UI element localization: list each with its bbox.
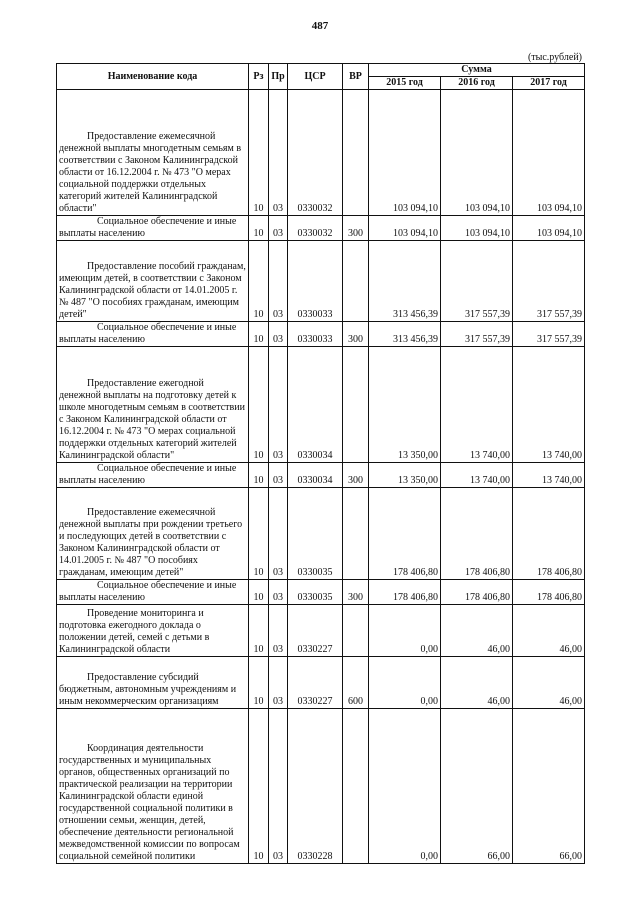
row-2015: 13 350,00 [369,347,441,463]
table-row [57,90,585,216]
row-name: Предоставление ежегодной денежной выплаты на подготовку детей к школе многодетным семьям в соответствии с Законом Калининградской области от 16.12.2004 г. № 473 "О мерах социальной поддержки отдельных категорий жителей Калининградской области" [57,347,249,463]
row-rz: 10 [249,216,269,241]
row-2016: 103 094,10 [441,216,513,241]
row-2016: 317 557,39 [441,322,513,347]
row-2016: 13 740,00 [441,463,513,488]
row-2015: 103 094,10 [369,90,441,216]
row-2017: 178 406,80 [513,488,585,580]
row-2016: 13 740,00 [441,347,513,463]
row-csr: 0330035 [288,488,343,580]
row-csr: 0330033 [288,322,343,347]
page-number: 487 [311,20,329,32]
row-2016: 103 094,10 [441,90,513,216]
row-2015: 13 350,00 [369,463,441,488]
row-vr [343,709,369,864]
table-row [57,322,585,347]
header-2015: 2015 год [369,77,441,90]
row-2017: 46,00 [513,605,585,657]
row-name: Социальное обеспечение и иные выплаты населению [57,580,249,605]
table-row [57,488,585,580]
row-csr: 0330032 [288,216,343,241]
row-name: Предоставление пособий гражданам, имеющим детей, в соответствии с Законом Калининградской области от 14.01.2005 г. № 487 "О пособиях гражданам, имеющим детей" [57,241,249,322]
row-csr: 0330032 [288,90,343,216]
row-name: Координация деятельности государственных и муниципальных органов, общественных организаций по практической реализации на территории Калининградской области единой государственной социальной политики в отношении семьи, женщин, детей, обеспечение деятельности региональной межведомственной комиссии по вопросам социальной семейной политики [57,709,249,864]
row-pr: 03 [269,657,288,709]
row-csr: 0330228 [288,709,343,864]
row-rz: 10 [249,347,269,463]
row-vr [343,605,369,657]
row-vr: 300 [343,580,369,605]
table-row [57,347,585,463]
row-2017: 66,00 [513,709,585,864]
table-row [57,241,585,322]
table-row [57,657,585,709]
row-pr: 03 [269,322,288,347]
row-2017: 317 557,39 [513,322,585,347]
row-pr: 03 [269,90,288,216]
row-rz: 10 [249,90,269,216]
row-rz: 10 [249,488,269,580]
row-2016: 317 557,39 [441,241,513,322]
row-rz: 10 [249,463,269,488]
row-pr: 03 [269,216,288,241]
header-sum: Сумма [369,64,585,77]
row-pr: 03 [269,347,288,463]
table-row [57,463,585,488]
row-vr [343,90,369,216]
row-name: Социальное обеспечение и иные выплаты населению [57,463,249,488]
row-vr [343,347,369,463]
row-2016: 46,00 [441,605,513,657]
header-2017: 2017 год [513,77,585,90]
row-pr: 03 [269,463,288,488]
row-vr: 300 [343,463,369,488]
header-row [57,64,585,77]
row-2017: 178 406,80 [513,580,585,605]
row-vr [343,488,369,580]
row-rz: 10 [249,580,269,605]
row-vr [343,241,369,322]
row-csr: 0330035 [288,580,343,605]
row-2015: 313 456,39 [369,322,441,347]
header-pr: Пр [269,64,288,90]
row-pr: 03 [269,241,288,322]
row-vr: 600 [343,657,369,709]
row-rz: 10 [249,657,269,709]
row-csr: 0330033 [288,241,343,322]
row-vr: 300 [343,322,369,347]
row-rz: 10 [249,605,269,657]
header-name: Наименование кода [57,64,249,90]
header-csr: ЦСР [288,64,343,90]
row-vr: 300 [343,216,369,241]
row-pr: 03 [269,488,288,580]
table-row [57,605,585,657]
row-pr: 03 [269,580,288,605]
row-csr: 0330227 [288,657,343,709]
row-name: Социальное обеспечение и иные выплаты населению [57,322,249,347]
row-2017: 13 740,00 [513,463,585,488]
row-rz: 10 [249,241,269,322]
header-vr: ВР [343,64,369,90]
row-2017: 103 094,10 [513,90,585,216]
row-name: Проведение мониторинга и подготовка ежегодного доклада о положении детей, семей с детьми в Калининградской области [57,605,249,657]
row-2015: 178 406,80 [369,580,441,605]
row-2015: 178 406,80 [369,488,441,580]
row-2016: 178 406,80 [441,488,513,580]
row-2017: 103 094,10 [513,216,585,241]
row-2015: 103 094,10 [369,216,441,241]
row-2016: 178 406,80 [441,580,513,605]
table-row [57,580,585,605]
header-rz: Рз [249,64,269,90]
budget-table [56,63,585,864]
row-2015: 0,00 [369,657,441,709]
row-2015: 0,00 [369,709,441,864]
row-2017: 317 557,39 [513,241,585,322]
row-csr: 0330227 [288,605,343,657]
unit-label: (тыс.рублей) [527,52,582,63]
row-2016: 66,00 [441,709,513,864]
row-2015: 313 456,39 [369,241,441,322]
row-name: Предоставление ежемесячной денежной выплаты многодетным семьям в соответствии с Законом Калининградской области от 16.12.2004 г. № 473 "О мерах социальной поддержки отдельных категорий жителей Калининградской области" [57,90,249,216]
row-name: Предоставление субсидий бюджетным, автономным учреждениям и иным некоммерческим организациям [57,657,249,709]
table-row [57,216,585,241]
row-csr: 0330034 [288,347,343,463]
row-2015: 0,00 [369,605,441,657]
row-2016: 46,00 [441,657,513,709]
row-csr: 0330034 [288,463,343,488]
row-name: Предоставление ежемесячной денежной выплаты при рождении третьего и последующих детей в соответствии с Законом Калининградской области от 14.01.2005 г. № 487 "О пособиях гражданам, имеющим детей" [57,488,249,580]
row-2017: 13 740,00 [513,347,585,463]
row-rz: 10 [249,709,269,864]
row-rz: 10 [249,322,269,347]
row-pr: 03 [269,709,288,864]
row-2017: 46,00 [513,657,585,709]
table-row [57,709,585,864]
row-pr: 03 [269,605,288,657]
header-2016: 2016 год [441,77,513,90]
row-name: Социальное обеспечение и иные выплаты населению [57,216,249,241]
